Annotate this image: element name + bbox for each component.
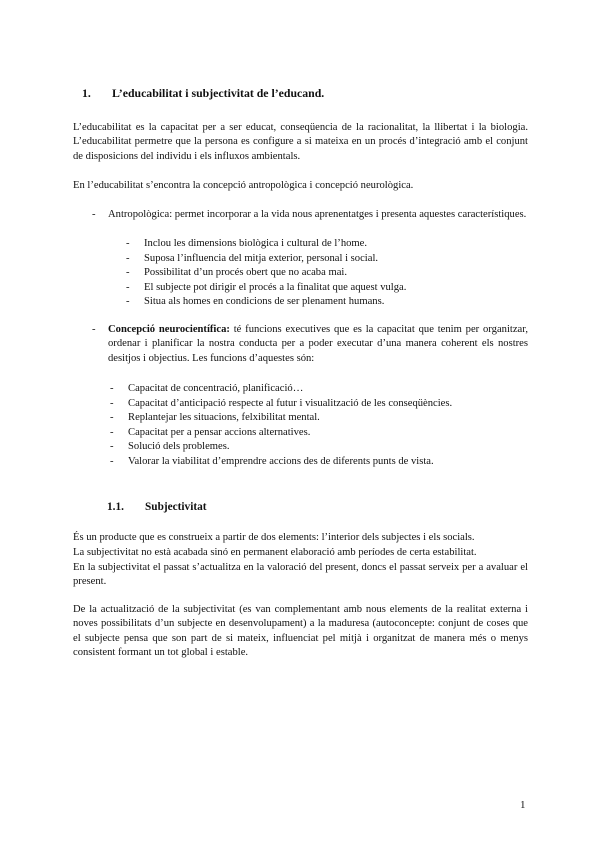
list-item: - Situa als homes en condicions de ser plenament humans. [126,296,385,308]
bullet-antropologica [92,208,528,222]
list-item: - Capacitat de concentració, planificació… [110,383,304,394]
list-item: - Suposa l’influencia del mitja exterior, personal i social. [126,252,379,264]
bold-term: Concepció neurocientífica: [108,324,230,335]
bullet-neurocientifica [92,323,528,366]
list-item: - Capacitat d’anticipació respecte al futur i visualització de les conseqüències. [110,397,453,409]
subsection-number: 1.1. [107,501,124,513]
list-item: - Valorar la viabilitat d’emprendre accions des de diferents punts de vista. [110,455,434,467]
subjectivitat-line-2: La subjectivitat no està acabada sinó en permanent elaboració amb períodes de certa estabilitat. [73,547,477,558]
bullet-text: Antropològica: permet incorporar a la vida nous aprenentatges i presenta aquestes característiques. [108,209,527,220]
intro-text: L’educabilitat es la capacitat per a ser educat, conseqüencia de la racionalitat, la llibertat i la biologia. L’educabilitat permetre que la persona es configure a si mateixa en un procés d’integració amb el conjunt de disposicions del individu i els influxos ambientals. [73,122,528,162]
list-item: - Capacitat per a pensar accions alternatives. [110,426,311,438]
bullet-text: Concepció neurocientífica: té funcions executives que es la capacitat que tenim per organitzar, ordenar i planificar la nostra conducta per a poder executar d’una manera coherent els nostres desitjos i objectius. Les funcions d’aquestes són: [108,324,528,364]
section-heading [82,86,324,100]
neuro-list [110,382,530,470]
list-item: - Replantejar les situacions, felxibilitat mental. [110,412,320,424]
list-item: - Inclou les dimensions biològica i cultural de l’home. [126,238,368,249]
intro-paragraph-2 [73,179,528,193]
list-item: - Possibilitat d’un procés obert que no acaba mai. [126,267,347,279]
subjectivitat-paragraph: De la actualització de la subjectivitat (es van complementant amb nous elements de la realitat externa i noves possibilitats d’un subjecte en desenvolupament) a la maduresa (autoconcepte: conjunt de coses que el subjecte pensa que son part de si mateix, influenciat pel mitjà i organitzat de manera més o menys consistent formant un tot global i estable. [73,604,528,659]
section-title: L’educabilitat i subjectivitat de l’educand. [112,86,325,100]
page-number: 1 [520,799,526,811]
list-item: - Solució dels problemes. [110,441,230,453]
bullet-dash: - [92,209,96,220]
subsection-title: Subjectivitat [145,501,207,513]
intro-text-2: En l’educabilitat s’encontra la concepció antropològica i concepció neurològica. [73,180,414,191]
subjectivitat-line-3: En la subjectivitat el passat s’actualitza en la valoració del present, doncs el passat serveix per a avaluar el present. [73,562,528,588]
subsection-heading [107,500,207,514]
subjectivitat-line-1: És un producte que es construeix a partir de dos elements: l’interior dels subjectes i els socials. [73,532,475,543]
section-number: 1. [82,86,91,100]
intro-paragraph [73,121,528,164]
bullet-dash: - [92,324,96,335]
list-item: - El subjecte pot dirigir el procés a la finalitat que aquest vulga. [126,281,407,293]
antropologica-list [126,237,526,310]
